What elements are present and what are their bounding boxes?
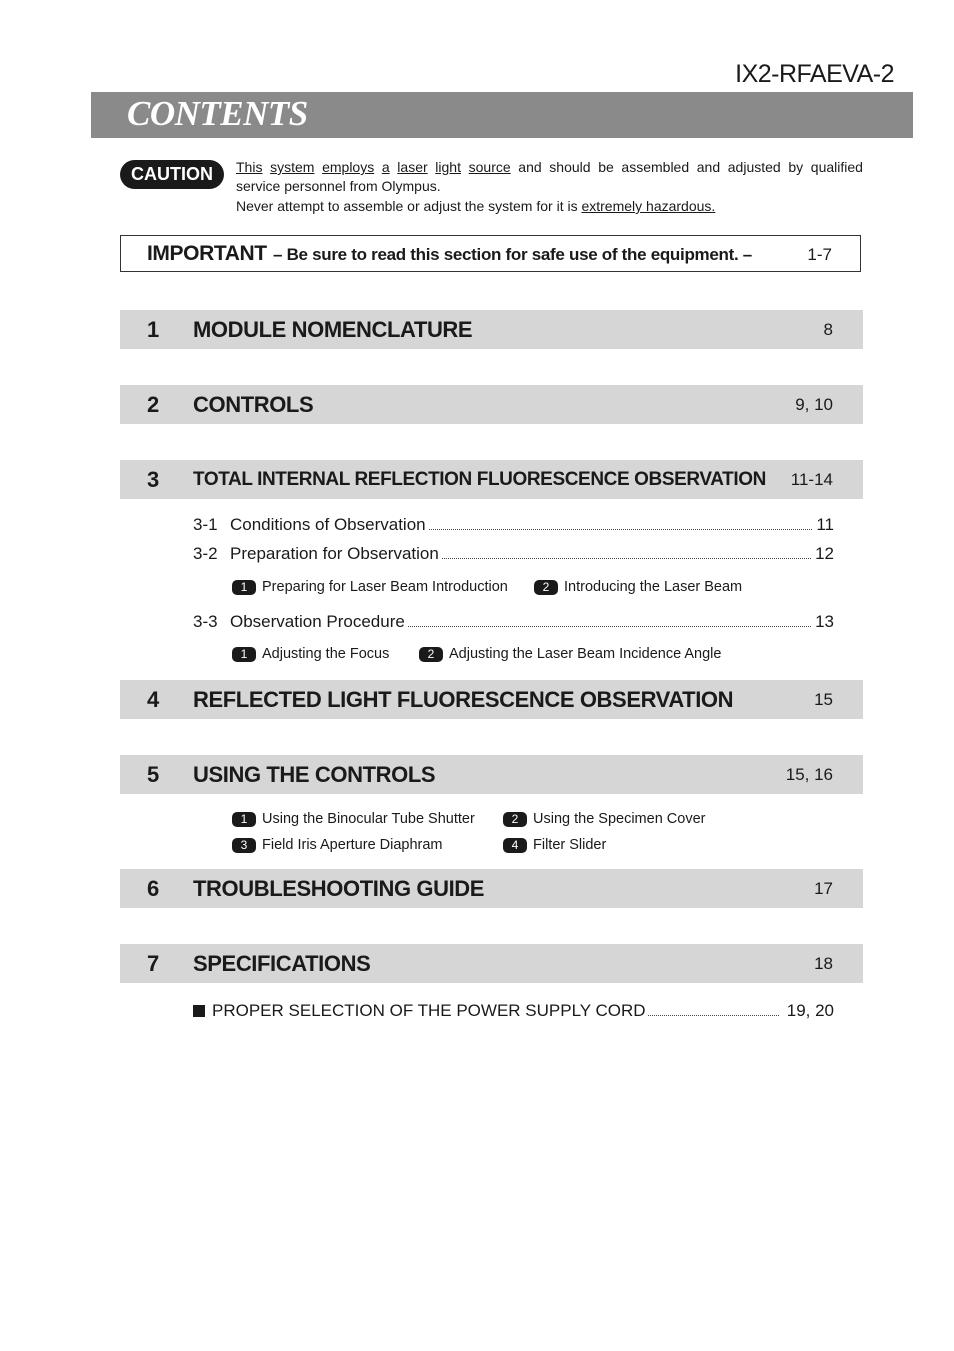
important-page: 1-7	[807, 245, 832, 264]
section-title: REFLECTED LIGHT FLUORESCENCE OBSERVATION	[193, 687, 734, 712]
caution-word: be	[598, 159, 614, 175]
section-number: 4	[147, 687, 160, 712]
caution-word: assembled	[621, 159, 690, 175]
dot-leader	[648, 1014, 779, 1016]
section-number: 3	[147, 467, 160, 492]
subsection-number: 3-1	[193, 515, 218, 534]
item-number-badge: 2	[534, 580, 558, 595]
subsection-page: 13	[815, 612, 834, 631]
section-page: 15	[814, 690, 833, 709]
section-page: 8	[823, 320, 833, 339]
caution-word: adjusted	[727, 159, 781, 175]
section-3-header[interactable]	[120, 460, 863, 499]
section-number: 5	[147, 762, 160, 787]
section-number: 6	[147, 876, 160, 901]
section-2-header[interactable]	[120, 385, 863, 424]
item-number-badge: 4	[503, 838, 527, 853]
caution-badge: CAUTION	[120, 160, 224, 189]
caution-word: and	[696, 159, 721, 175]
section-page: 15, 16	[785, 765, 833, 784]
list-item[interactable]	[232, 811, 475, 827]
caution-word: a	[381, 159, 390, 175]
caution-word: source	[468, 159, 511, 175]
subsection-title: Conditions of Observation	[230, 515, 426, 534]
item-number-badge: 2	[503, 812, 527, 827]
contents-header-bar	[91, 92, 913, 138]
caution-word: system	[270, 159, 315, 175]
page-title: CONTENTS	[127, 94, 308, 133]
section-title: MODULE NOMENCLATURE	[193, 317, 473, 342]
list-item[interactable]	[232, 646, 389, 662]
caution-word: qualified	[810, 159, 863, 175]
section-4-header[interactable]	[120, 680, 863, 719]
list-item[interactable]	[419, 646, 721, 662]
item-title: Using the Binocular Tube Shutter	[262, 811, 475, 827]
item-number-badge: 1	[232, 580, 256, 595]
subsection-number: 3-3	[193, 612, 218, 631]
caution-word: employs	[322, 159, 375, 175]
item-title: Adjusting the Laser Beam Incidence Angle	[449, 646, 722, 662]
square-bullet-icon	[193, 1005, 205, 1017]
caution-emphasis: extremely hazardous.	[581, 198, 716, 214]
caution-word: This	[236, 159, 263, 175]
section-title: SPECIFICATIONS	[193, 951, 371, 976]
caution-word: by	[788, 159, 804, 175]
important-box[interactable]	[120, 235, 861, 272]
list-item[interactable]	[534, 579, 742, 595]
section-title: CONTROLS	[193, 392, 314, 417]
caution-word: light	[435, 159, 461, 175]
subsection-title: Observation Procedure	[230, 612, 405, 631]
caution-word: and	[518, 159, 542, 175]
subsection-3-1[interactable]	[193, 515, 834, 535]
section-page: 9, 10	[795, 395, 833, 414]
list-item[interactable]	[503, 811, 705, 827]
item-number-badge: 2	[419, 647, 443, 662]
section-title: USING THE CONTROLS	[193, 762, 436, 787]
section-1-header[interactable]	[120, 310, 863, 349]
item-title: Introducing the Laser Beam	[564, 579, 743, 595]
section-title: TOTAL INTERNAL REFLECTION FLUORESCENCE OBSERVATION	[193, 469, 766, 490]
subsection-page: 12	[815, 544, 834, 563]
list-item[interactable]	[503, 837, 606, 853]
caution-line-2: service personnel from Olympus.	[236, 178, 441, 194]
item-number-badge: 1	[232, 812, 256, 827]
subsection-3-2[interactable]	[193, 544, 834, 564]
caution-line-3	[236, 197, 715, 215]
section-page: 17	[814, 879, 833, 898]
subsection-3-3[interactable]	[193, 612, 834, 632]
important-text: – Be sure to read this section for safe use of the equipment. –	[273, 245, 752, 264]
subsection-number: 3-2	[193, 544, 218, 563]
important-label: IMPORTANT	[147, 242, 267, 265]
item-number-badge: 1	[232, 647, 256, 662]
item-title: Filter Slider	[533, 837, 607, 853]
dot-leader	[442, 557, 811, 559]
power-cord-title: PROPER SELECTION OF THE POWER SUPPLY CORD	[212, 1001, 646, 1020]
item-title: Using the Specimen Cover	[533, 811, 706, 827]
subsection-page: 11	[816, 515, 834, 534]
power-cord-page: 19, 20	[786, 1001, 834, 1020]
caution-word: laser	[397, 159, 428, 175]
model-code: IX2-RFAEVA-2	[735, 60, 894, 88]
section-6-header[interactable]	[120, 869, 863, 908]
section-page: 18	[814, 954, 833, 973]
section-number: 1	[147, 317, 160, 342]
list-item[interactable]	[232, 579, 508, 595]
item-title: Field Iris Aperture Diaphram	[262, 837, 443, 853]
section-number: 7	[147, 951, 160, 976]
section-number: 2	[147, 392, 160, 417]
section-5-header[interactable]	[120, 755, 863, 794]
caution-line-3-text: Never attempt to assemble or adjust the system for it is	[236, 198, 582, 214]
dot-leader	[408, 625, 811, 627]
item-number-badge: 3	[232, 838, 256, 853]
power-cord-entry[interactable]	[193, 1001, 834, 1021]
caution-line-1	[236, 158, 863, 176]
section-page: 11-14	[790, 470, 833, 489]
section-7-header[interactable]	[120, 944, 863, 983]
section-title: TROUBLESHOOTING GUIDE	[193, 876, 485, 901]
subsection-title: Preparation for Observation	[230, 544, 439, 563]
caution-word: should	[549, 159, 591, 175]
dot-leader	[429, 528, 813, 530]
item-title: Adjusting the Focus	[262, 646, 390, 662]
list-item[interactable]	[232, 837, 443, 853]
item-title: Preparing for Laser Beam Introduction	[262, 579, 508, 595]
